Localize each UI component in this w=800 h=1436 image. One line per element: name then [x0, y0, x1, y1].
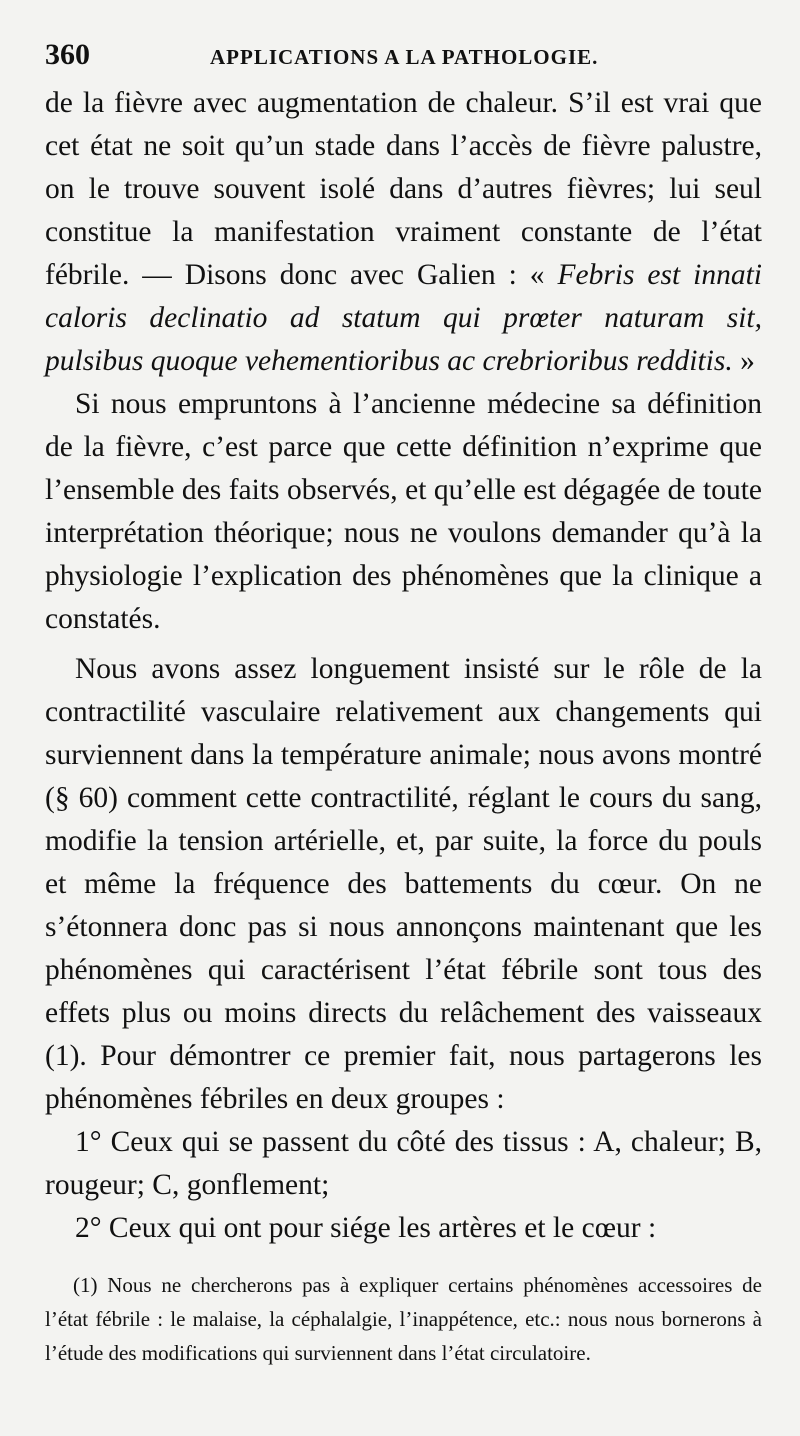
page-number: 360	[45, 38, 90, 71]
paragraph-3: Nous avons assez longuement insisté sur le rôle de la contractilité vasculaire relativement aux changements qui surviennent dans la température animale; nous avons montré (§ 60) comment cette contractilité, réglant le cours du sang, modifie la tension artérielle, et, par suite, la force du pouls et même la fréquence des battements du cœur. On ne s’étonnera donc pas si nous annonçons maintenant que les phénomènes qui caractérisent l’état fébrile sont tous des effets plus ou moins directs du relâchement des vaisseaux (1). Pour démontrer ce premier fait, nous partagerons les phénomènes fébriles en deux groupes :	[45, 653, 762, 1115]
body-text	[45, 82, 762, 1250]
quotation-close: »	[732, 345, 755, 377]
list-item-2: 2° Ceux qui ont pour siége les artères et le cœur :	[75, 1212, 657, 1244]
paragraph-1-text: de la fièvre avec augmentation de chaleur. S’il est vrai que cet état ne soit qu’un stade dans l’accès de fièvre palustre, on le trouve souvent isolé dans d’autres fièvres; lui seul constitue la manifestation vraiment constante de l’état fébrile. — Disons donc avec Galien : «	[45, 87, 762, 291]
running-head	[45, 38, 762, 82]
paragraph-2: Si nous empruntons à l’ancienne médecine sa définition de la fièvre, c’est parce que cette définition n’exprime que l’ensemble des faits observés, et qu’elle est dégagée de toute interprétation théorique; nous ne voulons demander qu’à la physiologie l’explication des phénomènes que la clinique a constatés.	[45, 388, 762, 635]
running-title: APPLICATIONS A LA PATHOLOGIE.	[210, 45, 599, 69]
paragraph-1	[45, 82, 762, 383]
list-item-1: 1° Ceux qui se passent du côté des tissus : A, chaleur; B, rougeur; C, gonflement;	[45, 1126, 762, 1201]
galien-quotation: Febris est innati caloris declinatio ad statum qui prœter naturam sit, pulsibus quoque vehementioribus ac crebrioribus redditis.	[45, 259, 762, 377]
footnote: (1) Nous ne chercherons pas à expliquer certains phénomènes accessoires de l’état fébrile : le malaise, la céphalalgie, l’inappétence, etc.: nous nous bornerons à l’étude des modifications qui surviennent dans l’état circulatoire.	[45, 1273, 762, 1365]
